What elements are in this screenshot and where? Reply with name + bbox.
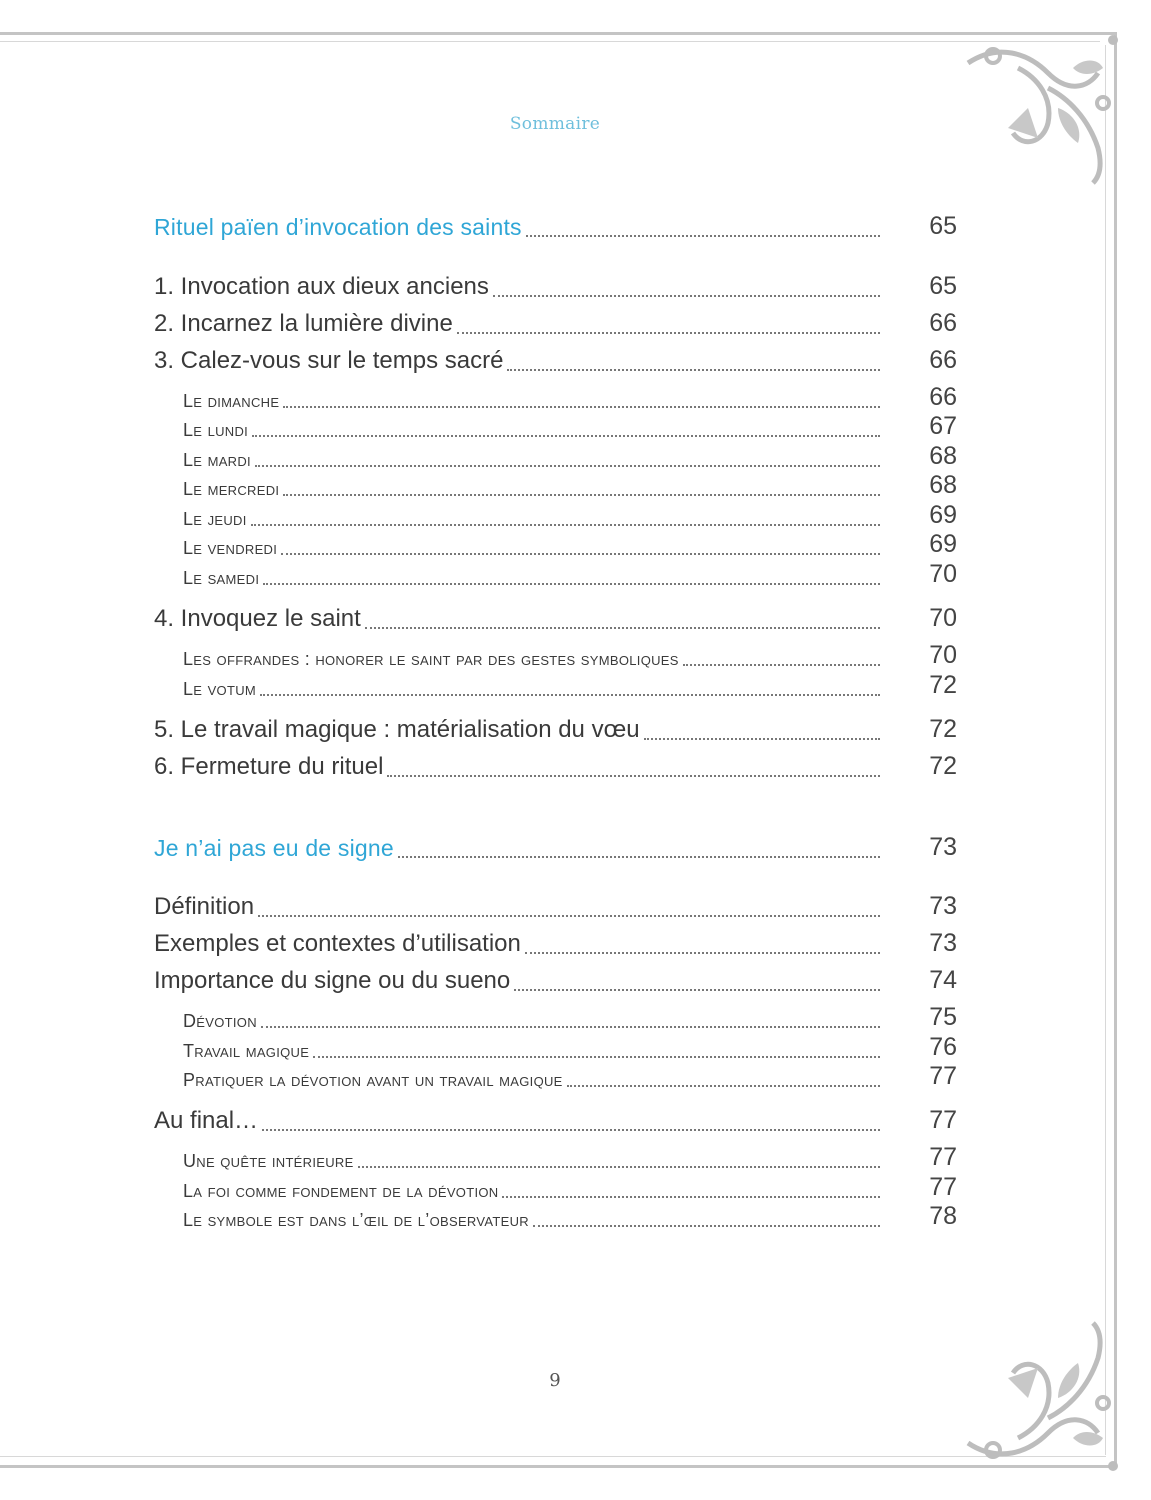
toc-subentry	[183, 1055, 957, 1089]
frame-right-line	[1114, 32, 1117, 1468]
toc-entry-label: Les offrandes : honorer le saint par des gestes symboliques	[183, 649, 679, 669]
dot-leader	[514, 989, 880, 991]
dot-leader	[507, 369, 880, 371]
dot-leader	[365, 627, 880, 629]
toc-page-number: 77	[929, 1173, 957, 1201]
toc-page-number: 66	[929, 383, 957, 411]
dot-leader	[260, 694, 880, 696]
dot-leader	[526, 235, 880, 237]
frame-bottom-inner-line	[0, 1456, 1106, 1457]
toc-page-number: 72	[929, 671, 957, 699]
toc-page-number: 75	[929, 1003, 957, 1031]
toc-page-number: 72	[929, 715, 957, 743]
toc-subentry	[183, 996, 957, 1030]
dot-leader	[493, 295, 880, 297]
toc-page-number: 77	[929, 1143, 957, 1171]
toc-entry-label: Le jeudi	[183, 509, 247, 529]
toc-entry	[154, 708, 957, 742]
toc-page-number: 74	[929, 966, 957, 994]
page-number: 9	[549, 1370, 561, 1391]
corner-flourish-bottom-icon	[958, 1318, 1128, 1478]
toc-entry-label: Pratiquer la dévotion avant un travail magique	[183, 1070, 563, 1090]
toc-entry-label: Le lundi	[183, 420, 249, 440]
toc-entry	[154, 1099, 957, 1133]
toc-page-number: 65	[929, 272, 957, 300]
toc-subentry	[183, 634, 957, 668]
toc-entry	[154, 302, 957, 336]
toc-page-number: 73	[929, 929, 957, 957]
corner-flourish-top-icon	[958, 28, 1128, 188]
toc-entry	[154, 265, 957, 299]
toc-entry	[154, 922, 957, 956]
toc-subentry	[183, 1195, 957, 1229]
toc-page-number: 77	[929, 1106, 957, 1134]
toc-page-number: 67	[929, 412, 957, 440]
toc-entry	[154, 885, 957, 919]
toc-section-heading	[154, 826, 957, 860]
running-title: Sommaire	[509, 114, 601, 134]
toc-entry	[154, 959, 957, 993]
toc-entry-label: 5. Le travail magique : matérialisation du vœu	[154, 716, 640, 743]
toc-entry-label: Exemples et contextes d’utilisation	[154, 930, 521, 957]
toc-page-number: 66	[929, 346, 957, 374]
dot-leader	[525, 952, 880, 954]
toc-entry-label: Le dimanche	[183, 391, 280, 411]
toc-subentry	[183, 1136, 957, 1170]
toc-entry-label: 6. Fermeture du rituel	[154, 753, 384, 780]
toc-entry-label: Dévotion	[183, 1011, 257, 1031]
toc-entry-label: 2. Incarnez la lumière divine	[154, 310, 453, 337]
toc-page-number: 70	[929, 560, 957, 588]
toc-page-number: 69	[929, 530, 957, 558]
toc-page-number: 70	[929, 641, 957, 669]
toc-page-number: 65	[929, 212, 957, 240]
toc-entry-label: Le mercredi	[183, 479, 280, 499]
toc-page-number: 66	[929, 309, 957, 337]
toc-entry-label: Importance du signe ou du sueno	[154, 967, 511, 994]
dot-leader	[387, 775, 880, 777]
toc-entry-label: Une quête intérieure	[183, 1151, 354, 1171]
dot-leader	[262, 1129, 880, 1131]
toc-entry-label: Je n’ai pas eu de signe	[154, 835, 394, 861]
dot-leader	[644, 738, 880, 740]
toc-page-number: 77	[929, 1062, 957, 1090]
dot-leader	[567, 1085, 880, 1087]
toc-entry-label: Le samedi	[183, 568, 260, 588]
dot-leader	[258, 915, 880, 917]
toc-entry-label: Travail magique	[183, 1041, 310, 1061]
toc-entry-label: 4. Invoquez le saint	[154, 605, 361, 632]
toc-page-number: 76	[929, 1033, 957, 1061]
toc-subentry	[183, 664, 957, 698]
toc-entry	[154, 745, 957, 779]
toc-page-number: 73	[929, 892, 957, 920]
toc-entry-label: Rituel païen d’invocation des saints	[154, 214, 522, 240]
toc-entry	[154, 597, 957, 631]
frame-bottom-line	[0, 1465, 1117, 1468]
dot-leader	[263, 583, 880, 585]
toc-section-heading	[154, 205, 957, 239]
toc-entry-label: Le votum	[183, 679, 257, 699]
toc-page-number: 70	[929, 604, 957, 632]
toc-entry-label: 1. Invocation aux dieux anciens	[154, 273, 489, 300]
toc-subentry	[183, 464, 957, 498]
dot-leader	[398, 856, 880, 858]
toc-page-number: 68	[929, 471, 957, 499]
frame-top-line	[0, 32, 1115, 35]
toc-page-number: 72	[929, 752, 957, 780]
toc-entry	[154, 339, 957, 373]
dot-leader	[457, 332, 880, 334]
toc-entry-label: Le symbole est dans l’œil de l’observateur	[183, 1210, 529, 1230]
toc-subentry	[183, 405, 957, 439]
toc-page-number: 69	[929, 501, 957, 529]
toc-subentry	[183, 553, 957, 587]
toc-entry-label: La foi comme fondement de la dévotion	[183, 1181, 499, 1201]
toc-page-number: 73	[929, 833, 957, 861]
toc-page-number: 68	[929, 442, 957, 470]
toc-subentry	[183, 523, 957, 557]
toc-entry-label: 3. Calez-vous sur le temps sacré	[154, 347, 504, 374]
toc-entry-label: Le mardi	[183, 450, 251, 470]
toc-entry-label: Le vendredi	[183, 538, 278, 558]
toc-entry-label: Au final…	[154, 1107, 259, 1134]
frame-right-inner-line	[1105, 45, 1106, 1455]
toc-entry-label: Définition	[154, 893, 255, 920]
toc-page-number: 78	[929, 1202, 957, 1230]
frame-top-inner-line	[0, 41, 1100, 42]
dot-leader	[533, 1225, 880, 1227]
